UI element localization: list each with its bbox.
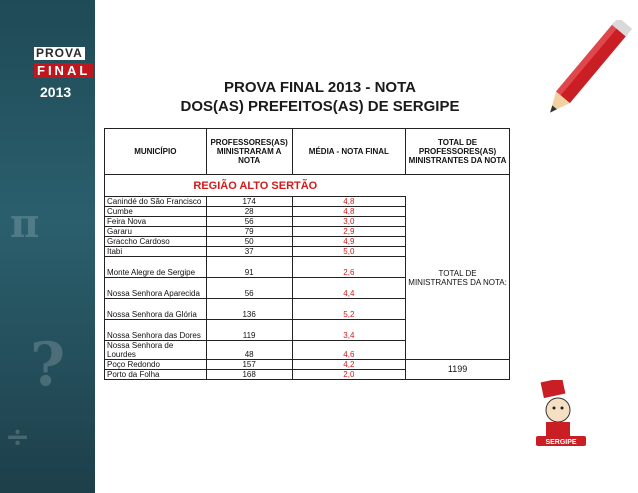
cell-professores: 48 [206, 341, 292, 360]
cell-professores: 119 [206, 320, 292, 341]
title-line2: DOS(AS) PREFEITOS(AS) DE SERGIPE [180, 98, 460, 115]
cell-media: 2,0 [292, 370, 405, 380]
region-row [105, 175, 510, 197]
cell-municipio: Monte Alegre de Sergipe [105, 257, 207, 278]
cell-media: 4,8 [292, 197, 405, 207]
left-sidebar [0, 0, 95, 493]
cell-professores: 174 [206, 197, 292, 207]
cell-media: 3,4 [292, 320, 405, 341]
pencil-icon [528, 20, 638, 130]
table-row [105, 360, 510, 370]
cell-municipio: Cumbe [105, 207, 207, 217]
table-header-row [105, 129, 510, 175]
cell-media: 4,6 [292, 341, 405, 360]
header-media: MÉDIA - NOTA FINAL [292, 129, 405, 175]
cell-media: 4,8 [292, 207, 405, 217]
header-professores: PROFESSORES(AS) MINISTRARAM A NOTA [206, 129, 292, 175]
cell-municipio: Nossa Senhora das Dores [105, 320, 207, 341]
cell-professores: 56 [206, 278, 292, 299]
cell-professores: 168 [206, 370, 292, 380]
total-value: 1199 [406, 360, 510, 380]
cell-municipio: Nossa Senhora da Glória [105, 299, 207, 320]
cell-media: 5,2 [292, 299, 405, 320]
logo-line2: FINAL [34, 63, 93, 78]
cell-professores: 157 [206, 360, 292, 370]
header-municipio: MUNICÍPIO [105, 129, 207, 175]
cell-professores: 91 [206, 257, 292, 278]
cell-municipio: Canindé do São Francisco [105, 197, 207, 207]
cell-media: 4,4 [292, 278, 405, 299]
right-decoration [542, 0, 638, 493]
chalk-decoration: ÷ [5, 420, 31, 455]
cell-municipio: Poço Redondo [105, 360, 207, 370]
cell-municipio: Nossa Senhora de Lourdes [105, 341, 207, 360]
title-line1: PROVA FINAL 2013 - NOTA [224, 79, 416, 96]
cell-media: 5,0 [292, 247, 405, 257]
cell-professores: 50 [206, 237, 292, 247]
cell-media: 4,2 [292, 360, 405, 370]
mascot-icon [528, 380, 598, 460]
cell-media: 2,9 [292, 227, 405, 237]
prova-final-logo [34, 44, 91, 80]
cell-municipio: Itabi [105, 247, 207, 257]
header-total: TOTAL DE PROFESSORES(AS) MINISTRANTES DA NOTA [406, 129, 510, 175]
cell-media: 3,0 [292, 217, 405, 227]
cell-professores: 136 [206, 299, 292, 320]
logo-line1: PROVA [36, 46, 83, 60]
cell-professores: 37 [206, 247, 292, 257]
cell-media: 4,9 [292, 237, 405, 247]
results-table [104, 128, 510, 380]
region-label: REGIÃO ALTO SERTÃO [105, 175, 406, 197]
cell-professores: 56 [206, 217, 292, 227]
cell-professores: 28 [206, 207, 292, 217]
cell-media: 2,6 [292, 257, 405, 278]
total-label: TOTAL DE MINISTRANTES DA NOTA: [406, 197, 510, 360]
chalk-decoration: π [10, 200, 40, 247]
cell-professores: 79 [206, 227, 292, 237]
cell-municipio: Graccho Cardoso [105, 237, 207, 247]
page-title [120, 78, 520, 116]
cell-municipio: Nossa Senhora Aparecida [105, 278, 207, 299]
table-row [105, 197, 510, 207]
chalk-decoration: ? [30, 330, 66, 400]
svg-text:SERGIPE: SERGIPE [545, 439, 577, 446]
cell-municipio: Porto da Folha [105, 370, 207, 380]
cell-municipio: Gararu [105, 227, 207, 237]
cell-municipio: Feira Nova [105, 217, 207, 227]
year-label: 2013 [40, 84, 72, 100]
